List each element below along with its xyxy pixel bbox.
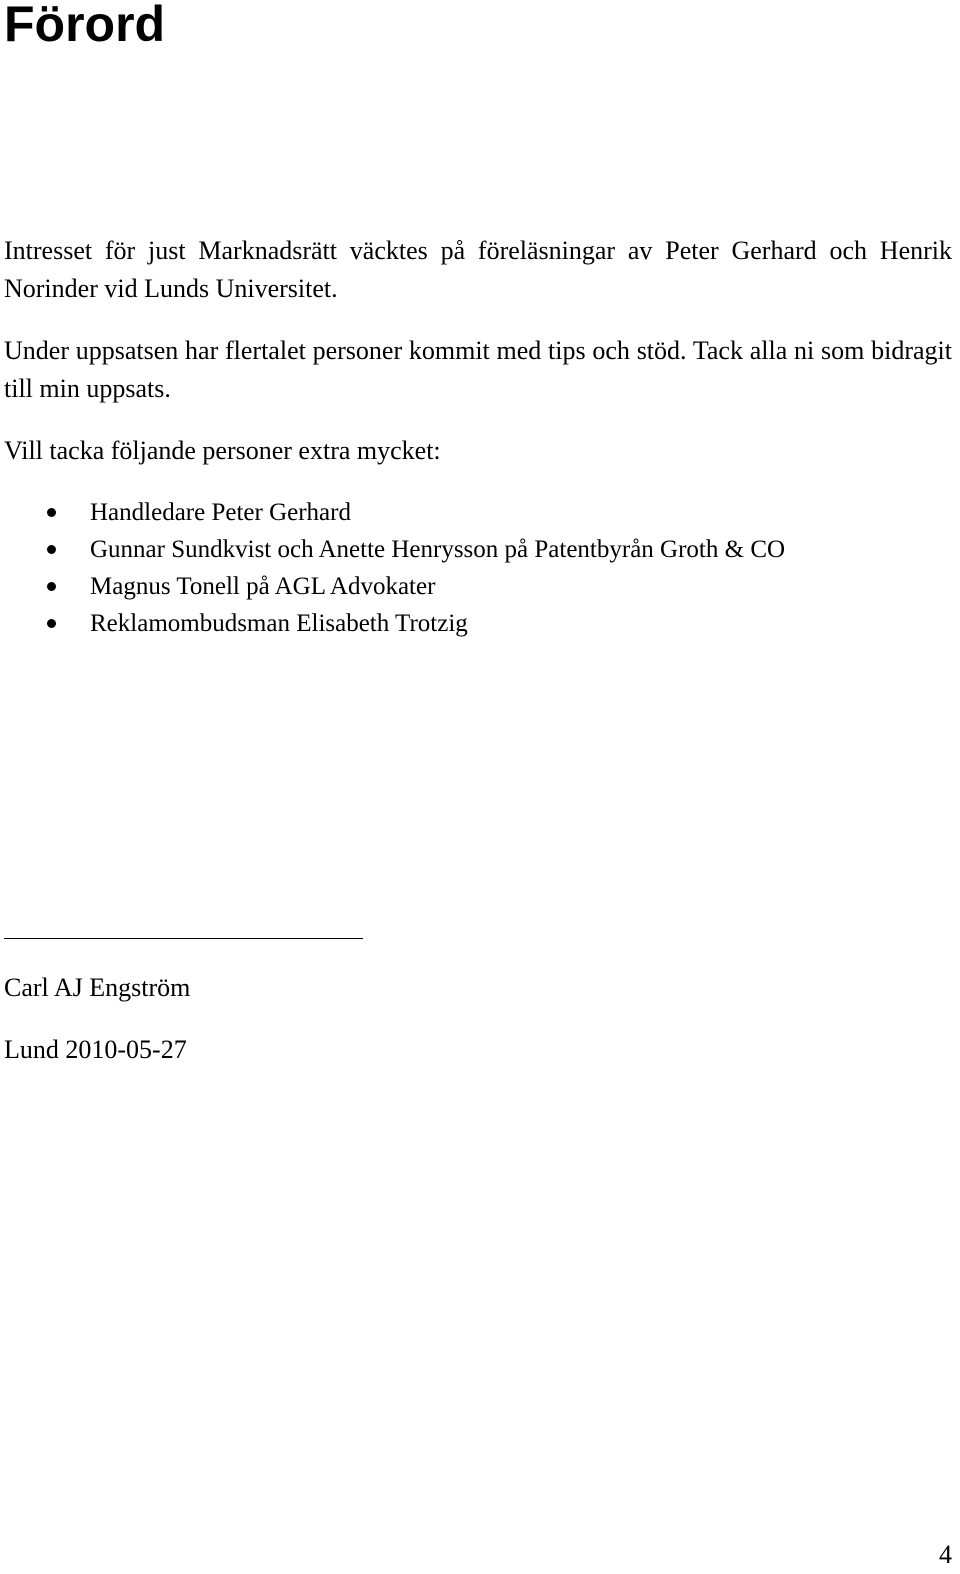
bullet-icon xyxy=(47,508,56,517)
list-intro-paragraph: Vill tacka följande personer extra mycket: xyxy=(4,436,441,465)
bullet-icon xyxy=(47,619,56,628)
list-item-text: Reklamombudsman Elisabeth Trotzig xyxy=(90,610,468,637)
list-item xyxy=(0,605,785,642)
list-item xyxy=(0,531,785,568)
signature-name: Carl AJ Engström xyxy=(4,973,191,1002)
thanks-list xyxy=(0,494,785,642)
intro-paragraph: Intresset för just Marknadsrätt väcktes på föreläsningar av Peter Gerhard och Henrik Norinder vid Lunds Universitet. xyxy=(4,236,952,303)
page-title: Förord xyxy=(4,0,166,52)
list-item-text: Gunnar Sundkvist och Anette Henrysson på Patentbyrån Groth & CO xyxy=(90,536,786,563)
bullet-icon xyxy=(47,545,56,554)
page-number: 4 xyxy=(939,1540,952,1569)
list-item xyxy=(0,494,785,531)
signature-place-date: Lund 2010-05-27 xyxy=(4,1035,187,1064)
list-item-text: Handledare Peter Gerhard xyxy=(90,499,351,526)
thanks-paragraph: Under uppsatsen har flertalet personer kommit med tips och stöd. Tack alla ni som bidragit till min uppsats. xyxy=(4,336,952,403)
signature-line xyxy=(4,938,363,939)
list-item-text: Magnus Tonell på AGL Advokater xyxy=(90,573,436,600)
list-item xyxy=(0,568,785,605)
bullet-icon xyxy=(47,582,56,591)
